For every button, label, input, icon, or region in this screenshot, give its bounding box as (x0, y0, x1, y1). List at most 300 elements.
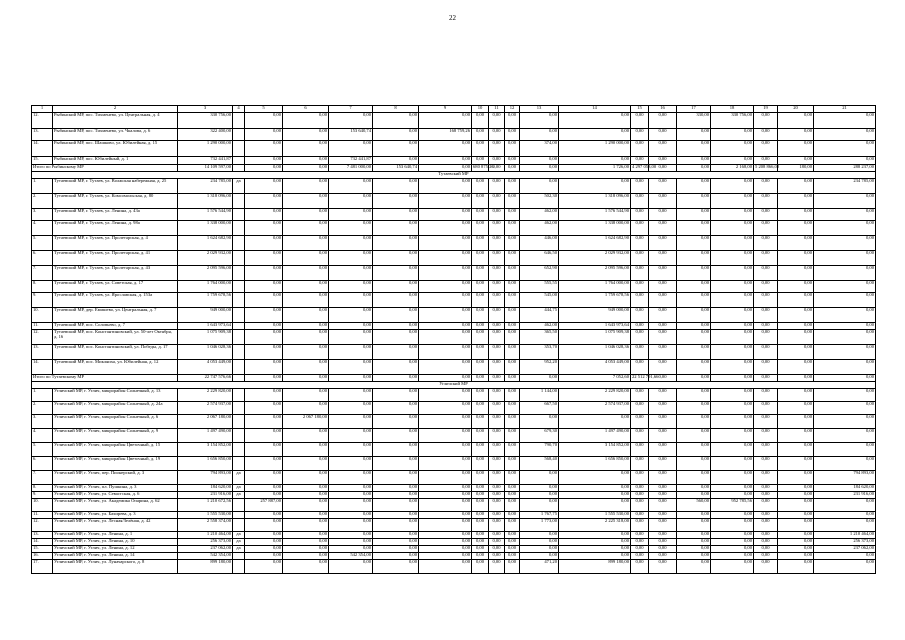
value-cell: 0,00 (472, 512, 489, 519)
table-row (32, 429, 876, 443)
value-cell: 0,00 (472, 553, 489, 560)
value-cell: 0,00 (814, 236, 876, 251)
total-cell: 0,00 (649, 375, 677, 382)
value-cell: 0,00 (419, 141, 472, 157)
value-cell: 0,00 (505, 402, 520, 415)
value-cell: 1 046 028,36 (178, 345, 233, 360)
value-cell: 0,00 (778, 492, 814, 499)
page-number: 22 (449, 14, 456, 22)
value-cell: 0,00 (283, 221, 329, 236)
column-number: 11 (489, 106, 505, 113)
value-cell: 899 180,00 (178, 560, 233, 574)
value-cell: 0,00 (778, 485, 814, 492)
address-cell: Угличский МР, г. Углич, ул. Ленина, д. 14 (53, 553, 178, 560)
value-cell: 0,00 (472, 129, 489, 141)
value-cell: 0,00 (472, 389, 489, 402)
value-cell: 0,00 (419, 532, 472, 539)
value-cell: 0,00 (814, 251, 876, 266)
value-cell: 0,00 (559, 129, 631, 141)
value-cell: 0,00 (373, 457, 419, 471)
value-cell: 0,00 (631, 323, 649, 330)
value-cell: 0,00 (814, 553, 876, 560)
value-cell: 0,00 (245, 457, 283, 471)
value-cell: 0,00 (373, 471, 419, 485)
value-cell: 0,00 (329, 415, 373, 429)
value-cell: 0,00 (559, 532, 631, 539)
value-cell: 0,00 (329, 251, 373, 266)
row-number: 1. (32, 389, 53, 402)
table-row (32, 499, 876, 512)
value-cell: 0,00 (677, 546, 711, 553)
value-cell: 0,00 (489, 492, 505, 499)
value-cell: 0,00 (283, 141, 329, 157)
value-cell: 0,00 (814, 157, 876, 165)
value-cell: 0,00 (778, 443, 814, 457)
value-cell: 374,00 (520, 141, 559, 157)
total-label: Итого по Тутаевскому МР (32, 375, 178, 382)
value-cell: 0,00 (649, 360, 677, 375)
value-cell: 0,00 (505, 415, 520, 429)
value-cell: 0,00 (754, 141, 778, 157)
value-cell: 0,00 (711, 389, 754, 402)
value-cell: 0,00 (754, 221, 778, 236)
value-cell: 0,00 (505, 429, 520, 443)
value-cell: 0,00 (631, 266, 649, 281)
value-cell: 0,00 (505, 553, 520, 560)
value-cell: 0,00 (711, 560, 754, 574)
value-cell: 952,20 (520, 360, 559, 375)
value-cell: 0,00 (472, 221, 489, 236)
value-cell: 0,00 (472, 179, 489, 194)
value-cell: 0,00 (754, 429, 778, 443)
value-cell: 4 053 449,00 (178, 360, 233, 375)
value-cell: 0,00 (283, 539, 329, 546)
row-number: 6. (32, 251, 53, 266)
address-cell: Тутаевский МР, г. Тутаев, ул. Ярославская, д. 153а (53, 293, 178, 308)
value-cell: 365,50 (520, 330, 559, 345)
value-cell: 0,00 (245, 360, 283, 375)
row-number: 9. (32, 492, 53, 499)
row-number: 6. (32, 457, 53, 471)
value-cell: 0,00 (505, 443, 520, 457)
value-cell: 0,00 (711, 179, 754, 194)
value-cell: 542 354,00 (178, 553, 233, 560)
address-cell: Угличский МР, г. Углич, ул. Ленина, д. 1 (53, 532, 178, 539)
value-cell: 0,00 (631, 113, 649, 129)
value-cell: 2 229 820,00 (178, 389, 233, 402)
value-cell: 0,00 (329, 236, 373, 251)
address-cell: Тутаевский МР, г. Тутаев, ул. Ленина, д. 98а (53, 221, 178, 236)
value-cell: 0,00 (711, 293, 754, 308)
total-cell: 0,00 (754, 375, 778, 382)
value-cell: 1 497 490,00 (559, 429, 631, 443)
value-cell: 0,00 (711, 194, 754, 209)
value-cell: 0,00 (814, 129, 876, 141)
value-cell: 1 576 544,90 (559, 209, 631, 221)
value-cell: 0,00 (245, 236, 283, 251)
value-cell: 0,00 (329, 141, 373, 157)
value-cell: 502,30 (520, 194, 559, 209)
value-cell: 0,00 (472, 457, 489, 471)
value-cell: 0,00 (649, 308, 677, 323)
value-cell: 0,00 (520, 471, 559, 485)
value-cell (233, 402, 245, 415)
value-cell: 0,00 (472, 402, 489, 415)
value-cell: 1 555 530,00 (178, 512, 233, 519)
value-cell: 0,00 (778, 345, 814, 360)
value-cell: 0,00 (505, 360, 520, 375)
value-cell: 0,00 (677, 194, 711, 209)
value-cell: 0,00 (711, 429, 754, 443)
value-cell: 0,00 (754, 113, 778, 129)
value-cell: 0,00 (472, 539, 489, 546)
value-cell: 0,00 (283, 402, 329, 415)
value-cell: 0,00 (373, 429, 419, 443)
total-cell: 2 168,00 (711, 165, 754, 172)
value-cell: 0,00 (778, 402, 814, 415)
total-cell: 0,00 (419, 375, 472, 382)
value-cell: 0,00 (245, 266, 283, 281)
value-cell: да (233, 485, 245, 492)
value-cell: 0,00 (778, 281, 814, 293)
value-cell: 0,00 (329, 330, 373, 345)
value-cell: 0,00 (505, 113, 520, 129)
value-cell: 0,00 (245, 492, 283, 499)
value-cell: 0,00 (489, 402, 505, 415)
total-cell: 0,00 (419, 165, 472, 172)
row-number: 17. (32, 560, 53, 574)
value-cell: 0,00 (245, 281, 283, 293)
value-cell: 0,00 (489, 443, 505, 457)
value-cell: 0,00 (778, 221, 814, 236)
value-cell: 1 338 000,00 (559, 221, 631, 236)
value-cell: 0,00 (778, 209, 814, 221)
value-cell: 0,00 (373, 546, 419, 553)
value-cell: 1 767,75 (520, 512, 559, 519)
value-cell: 1 643 973,64 (559, 323, 631, 330)
value-cell: 0,00 (754, 281, 778, 293)
value-cell: 0,00 (283, 360, 329, 375)
value-cell: 0,00 (329, 457, 373, 471)
value-cell: 0,00 (329, 360, 373, 375)
value-cell: 0,00 (489, 281, 505, 293)
value-cell: 0,00 (505, 519, 520, 532)
value-cell: 0,00 (373, 553, 419, 560)
value-cell: 0,00 (472, 345, 489, 360)
value-cell: 0,00 (631, 519, 649, 532)
value-cell: 0,00 (649, 457, 677, 471)
value-cell: 0,00 (559, 113, 631, 129)
value-cell: 0,00 (373, 560, 419, 574)
value-cell: 0,00 (329, 471, 373, 485)
address-cell: Угличский МР, г. Углич, микрорайон Солнечный, д. 13 (53, 389, 178, 402)
value-cell: 0,00 (489, 532, 505, 539)
value-cell: 0,00 (559, 553, 631, 560)
column-number: 7 (329, 106, 373, 113)
value-cell: 0,00 (245, 157, 283, 165)
value-cell: 0,00 (778, 415, 814, 429)
value-cell: 0,00 (505, 194, 520, 209)
address-cell: Угличский МР, г. Углич, ул. Севастская, д. 6 (53, 492, 178, 499)
address-cell: Рыбинский МР, пос. Юбилейный, д. 1 (53, 157, 178, 165)
value-cell: 0,00 (329, 179, 373, 194)
value-cell: 237 062,00 (814, 546, 876, 553)
value-cell: 0,00 (329, 519, 373, 532)
value-cell: 2 574 937,00 (559, 402, 631, 415)
row-number: 4. (32, 429, 53, 443)
value-cell: 462,00 (520, 209, 559, 221)
value-cell: 0,00 (329, 209, 373, 221)
value-cell: 1 773,00 (520, 519, 559, 532)
value-cell: 0,00 (245, 389, 283, 402)
total-cell: 0,00 (489, 375, 505, 382)
value-cell: 3 154 852,00 (178, 443, 233, 457)
value-cell: 0,00 (754, 360, 778, 375)
value-cell: 1 290 000,00 (178, 141, 233, 157)
value-cell: 0,00 (520, 539, 559, 546)
value-cell: 0,00 (649, 546, 677, 553)
value-cell: 1 624 682,90 (559, 236, 631, 251)
value-cell: 0,00 (472, 492, 489, 499)
value-cell: 0,00 (505, 485, 520, 492)
value-cell: 0,00 (472, 443, 489, 457)
value-cell: 0,00 (631, 251, 649, 266)
value-cell: 0,00 (283, 492, 329, 499)
value-cell: 1 764 000,00 (559, 281, 631, 293)
value-cell: 0,00 (520, 546, 559, 553)
table-row (32, 113, 876, 129)
value-cell: 0,00 (419, 266, 472, 281)
value-cell: 0,00 (649, 492, 677, 499)
value-cell: 0,00 (283, 194, 329, 209)
value-cell: 0,00 (649, 389, 677, 402)
value-cell: 0,00 (711, 266, 754, 281)
address-cell: Тутаевский МР, г. Тутаев, ул. Советская, д. 17 (53, 281, 178, 293)
value-cell: 0,00 (472, 194, 489, 209)
value-cell: 0,00 (649, 519, 677, 532)
value-cell: 0,00 (283, 308, 329, 323)
value-cell: 1 075 909,38 (178, 330, 233, 345)
value-cell: 0,00 (631, 560, 649, 574)
value-cell: 0,00 (419, 179, 472, 194)
value-cell: 0,00 (373, 113, 419, 129)
value-cell: 0,00 (419, 546, 472, 553)
value-cell: 794 893,00 (178, 471, 233, 485)
value-cell: 0,00 (754, 471, 778, 485)
value-cell: 949 000,00 (178, 308, 233, 323)
address-cell: Тутаевский МР, г. Тутаев, ул. Волжская набережная, д. 25 (53, 179, 178, 194)
address-cell: Тутаевский МР, дер. Емишево, ул. Центральная, д. 7 (53, 308, 178, 323)
value-cell (233, 389, 245, 402)
value-cell: 0,00 (649, 266, 677, 281)
district-name: Угличский МР (32, 382, 876, 389)
value-cell: 322 400,00 (178, 129, 233, 141)
value-cell: 2 029 932,00 (559, 251, 631, 266)
value-cell: 0,00 (489, 194, 505, 209)
value-cell: 0,00 (778, 360, 814, 375)
value-cell: 0,00 (778, 157, 814, 165)
value-cell (233, 553, 245, 560)
value-cell: 0,00 (489, 293, 505, 308)
total-cell: 0,00 (520, 165, 559, 172)
value-cell: 0,00 (373, 179, 419, 194)
value-cell: 0,00 (419, 281, 472, 293)
value-cell: 0,00 (283, 157, 329, 165)
value-cell: 0,00 (489, 512, 505, 519)
value-cell: 0,00 (329, 323, 373, 330)
value-cell: 0,00 (283, 236, 329, 251)
value-cell (233, 519, 245, 532)
value-cell: 0,00 (631, 389, 649, 402)
value-cell: 0,00 (778, 546, 814, 553)
value-cell: 0,00 (245, 471, 283, 485)
value-cell: 0,00 (245, 345, 283, 360)
value-cell: 0,00 (649, 281, 677, 293)
value-cell: 542 354,00 (329, 553, 373, 560)
value-cell (233, 308, 245, 323)
value-cell: 462,00 (520, 323, 559, 330)
value-cell: 0,00 (419, 293, 472, 308)
value-cell: 0,00 (520, 129, 559, 141)
value-cell: 0,00 (373, 532, 419, 539)
value-cell: 0,00 (711, 323, 754, 330)
value-cell: 0,00 (505, 157, 520, 165)
value-cell: 0,00 (329, 546, 373, 553)
value-cell: 0,00 (505, 546, 520, 553)
value-cell: 0,00 (373, 209, 419, 221)
value-cell (233, 443, 245, 457)
value-cell: 0,00 (559, 485, 631, 492)
value-cell: 0,00 (559, 539, 631, 546)
value-cell: 0,00 (677, 281, 711, 293)
value-cell: 0,00 (649, 485, 677, 492)
value-cell: 0,00 (559, 471, 631, 485)
value-cell: 0,00 (419, 251, 472, 266)
total-cell: 1 726,00 (559, 165, 631, 172)
value-cell: 0,00 (649, 236, 677, 251)
address-cell: Угличский МР, г. Углич, микрорайон Солнечный, д. 9 (53, 429, 178, 443)
value-cell: 0,00 (711, 539, 754, 546)
column-number: 14 (559, 106, 631, 113)
address-cell: Тутаевский МР, г. Тутаев, ул. Пролетарская, д. 41 (53, 251, 178, 266)
value-cell: 0,00 (814, 389, 876, 402)
value-cell: 0,00 (472, 266, 489, 281)
value-cell: 0,00 (631, 209, 649, 221)
value-cell: 0,00 (245, 209, 283, 221)
value-cell: 0,00 (373, 539, 419, 546)
value-cell: 0,00 (505, 512, 520, 519)
value-cell: 0,00 (559, 415, 631, 429)
value-cell: 0,00 (778, 179, 814, 194)
address-cell: Угличский МР, г. Углич, ул. Луначарского, д. 8 (53, 560, 178, 574)
value-cell: 0,00 (677, 512, 711, 519)
value-cell: 0,00 (677, 485, 711, 492)
value-cell: 0,00 (245, 194, 283, 209)
value-cell: 0,00 (631, 471, 649, 485)
value-cell: 0,00 (489, 553, 505, 560)
value-cell: 330 756,00 (178, 113, 233, 129)
address-cell: Тутаевский МР, г. Тутаев, ул. Пролетарская, д. 43 (53, 266, 178, 281)
value-cell: 0,00 (778, 236, 814, 251)
value-cell: 0,00 (489, 345, 505, 360)
value-cell: 237 062,00 (178, 546, 233, 553)
value-cell: 0,00 (649, 221, 677, 236)
value-cell: 0,00 (814, 429, 876, 443)
value-cell: 0,00 (245, 141, 283, 157)
value-cell: 0,00 (472, 415, 489, 429)
value-cell: 0,00 (520, 485, 559, 492)
value-cell: 899 180,00 (559, 560, 631, 574)
value-cell: 0,00 (520, 113, 559, 129)
value-cell: 0,00 (419, 519, 472, 532)
address-cell: Тутаевский МР, пос. Константиновский, ул. 50-лет Октября, д. 16 (53, 330, 178, 345)
value-cell: 0,00 (283, 546, 329, 553)
value-cell: 231 916,00 (814, 492, 876, 499)
value-cell: 0,00 (677, 179, 711, 194)
row-number: 4. (32, 221, 53, 236)
total-cell: 7 481 000,00 (329, 165, 373, 172)
value-cell: 0,00 (419, 560, 472, 574)
total-cell: 0,00 (489, 165, 505, 172)
value-cell: 0,00 (419, 236, 472, 251)
column-number: 10 (472, 106, 489, 113)
value-cell: 0,00 (778, 519, 814, 532)
value-cell: 0,00 (329, 492, 373, 499)
value-cell: 0,00 (814, 209, 876, 221)
value-cell: 0,00 (754, 194, 778, 209)
value-cell: 0,00 (283, 330, 329, 345)
value-cell (233, 221, 245, 236)
value-cell: 0,00 (677, 492, 711, 499)
total-cell: 22 512 791,66 (631, 375, 649, 382)
value-cell: 0,00 (472, 532, 489, 539)
value-cell: 0,00 (505, 389, 520, 402)
value-cell: 0,00 (677, 429, 711, 443)
table-row (32, 457, 876, 471)
value-cell: 0,00 (649, 345, 677, 360)
value-cell: 0,00 (505, 281, 520, 293)
table-row (32, 389, 876, 402)
total-cell: 0,00 (677, 165, 711, 172)
value-cell: 0,00 (419, 402, 472, 415)
value-cell (233, 113, 245, 129)
value-cell: 0,00 (419, 553, 472, 560)
value-cell: 0,00 (520, 499, 559, 512)
value-cell: 0,00 (373, 360, 419, 375)
value-cell: 0,00 (814, 266, 876, 281)
value-cell: 0,00 (245, 553, 283, 560)
value-cell: 2 558 374,00 (178, 519, 233, 532)
value-cell: 0,00 (283, 485, 329, 492)
value-cell: 0,00 (814, 330, 876, 345)
value-cell: 1 338 000,00 (178, 221, 233, 236)
value-cell: 0,00 (245, 443, 283, 457)
value-cell: 0,00 (754, 330, 778, 345)
value-cell: 0,00 (649, 402, 677, 415)
table-row (32, 415, 876, 429)
value-cell: 0,00 (505, 293, 520, 308)
value-cell: 0,00 (754, 560, 778, 574)
value-cell: 0,00 (649, 194, 677, 209)
value-cell: 0,00 (245, 323, 283, 330)
value-cell (233, 457, 245, 471)
value-cell: 0,00 (505, 179, 520, 194)
address-cell: Рыбинский МР, пос. Шашково, ул. Юбилейная, д. 15 (53, 141, 178, 157)
value-cell (233, 360, 245, 375)
address-cell: Рыбинский МР, пос. Тихменево, ул. Чкалова, д. 6 (53, 129, 178, 141)
value-cell: 0,00 (489, 360, 505, 375)
row-number: 12. (32, 330, 53, 345)
